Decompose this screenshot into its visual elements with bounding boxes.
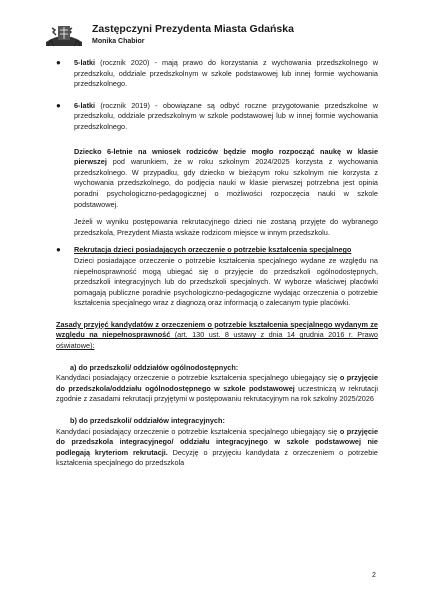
section-a-heading: a) do przedszkoli/ oddziałów ogólnodostępnych: xyxy=(70,362,239,372)
list-item xyxy=(56,101,378,133)
section-b-part-2: Decyzję o przyjęciu kandydata z orzeczeniem o potrzebie kształcenia specjalnego do przedszkola xyxy=(56,447,378,468)
section-a-bold: o przyjęcie do przedszkola/oddziału ogólnodostępnego w szkole podstawowej xyxy=(56,373,379,393)
bullet-icon: ● xyxy=(56,58,61,67)
paragraph-bold: Dziecko 6-letnie na wniosek rodziców będzie mogło rozpocząć naukę w klasie pierwszej xyxy=(74,146,378,167)
rules-paragraph xyxy=(56,320,378,352)
paragraph-text: pod warunkiem, że w roku szkolnym 2024/2025 korzysta z wychowania przedszkolnego. W przypadku, gdy dziecko w bieżącym roku szkolnym nie korzysta z wychowania przedszkolnego, do podjęcia nauki w klasie pierwszej potrzebna jest opinia poradni psychologiczno-pedagogicznej o możliwości rozpoczęcia nauki w szkole podstawowej. xyxy=(74,157,378,209)
section-a-text xyxy=(56,373,378,405)
header-subtitle: Monika Chabior xyxy=(92,38,145,45)
list-item-special-needs xyxy=(56,245,378,309)
section-b-text xyxy=(56,427,378,469)
bullet-icon: ● xyxy=(56,245,61,255)
bullet-icon: ● xyxy=(56,100,61,110)
list-item-bold: 5-latki xyxy=(74,58,96,67)
letterhead xyxy=(44,20,384,54)
special-needs-text: Dzieci posiadające orzeczenie o potrzebie kształcenia specjalnego wydane ze względu na niepełnosprawność mogą ubiegać się o przyjęcie do przedszkoli ogólnodostępnych, przedszkoli integracyjnych lub do przedszkoli specjalnych. W wyborze właściwej placówki pomagają publiczne poradnie psychologiczno-pedagogiczne wydając orzeczenia o potrzebie kształcenia specjalnego wraz z diagnozą oraz informacją o zalecanym typie placówki. xyxy=(74,255,378,308)
paragraph-recruitment: Jeżeli w wyniku postępowania rekrutacyjnego dzieci nie zostaną przyjęte do wybranego przedszkola, Prezydent Miasta wskaże rodzicom miejsce w innym przedszkolu. xyxy=(74,217,378,237)
document-body xyxy=(56,58,378,469)
list-item-bold: 6-latki xyxy=(74,100,96,110)
list-item-text: (rocznik 2019) - obowiązane są odbyć roczne przygotowanie przedszkolne w przedszkolu, oddziale przedszkolnym w szkole podstawowej lub w innej formie wychowania przedszkolnego. xyxy=(74,100,378,131)
section-a-part-1: Kandydaci posiadający orzeczenie o potrzebie kształcenia specjalnego ubiegający się xyxy=(56,373,340,383)
list-item xyxy=(56,58,378,90)
section-b-heading: b) do przedszkoli/ oddziałów integracyjnych: xyxy=(70,416,225,426)
rules-heading: Zasady przyjęć kandydatów z orzeczeniem o potrzebie kształcenia specjalnego wydanym ze względu na niepełnosprawność xyxy=(56,319,378,340)
list-item-text: (rocznik 2020) - mają prawo do korzystania z wychowania przedszkolnego w przedszkolu, oddziale przedszkolnym w szkole podstawowej lub innej formie wychowania przedszkolnego. xyxy=(74,58,378,89)
special-needs-heading: Rekrutacja dzieci posiadających orzeczenie o potrzebie kształcenia specjalnego xyxy=(74,245,352,255)
section-a-part-2: uczestniczą w rekrutacji zgodnie z zasadami rekrutacji przyjętymi w postępowaniu rekrutacyjnym na rok szkolny 2025/2026 xyxy=(56,383,378,404)
rules-reference: (art. 130 ust. 8 ustawy z dnia 14 grudnia 2016 r. Prawo oświatowe): xyxy=(56,330,378,351)
city-crest-icon xyxy=(44,22,84,50)
header-title: Zastępczyni Prezydenta Miasta Gdańska xyxy=(92,23,294,35)
section-b-bold: o przyjęcie do przedszkola integracyjnego/ oddziału integracyjnego w szkole podstawowej nie podlegają kryteriom rekrutacji. xyxy=(56,426,379,457)
paragraph-6-year-olds xyxy=(56,147,378,211)
section-b-part-1: Kandydaci posiadający orzeczenie o potrzebie kształcenia specjalnego ubiegający się xyxy=(56,426,340,436)
page-number: 2 xyxy=(372,572,376,579)
